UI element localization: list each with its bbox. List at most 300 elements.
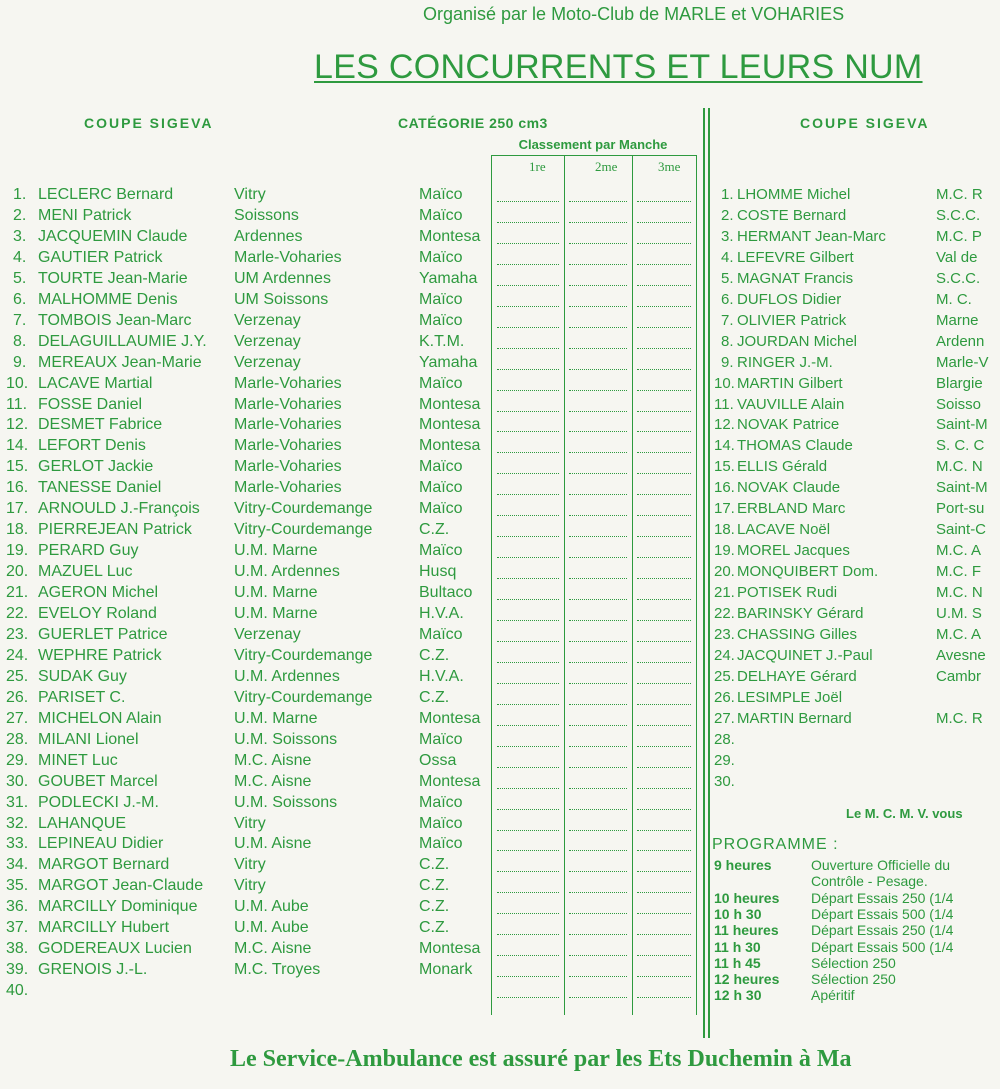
- competitor-motorcycle: Maïco: [419, 835, 463, 853]
- competitor-club: Cambr: [936, 667, 982, 685]
- score-blank-2: [569, 599, 627, 600]
- competitor-name: JACQUINET J.-Paul: [737, 646, 873, 664]
- competitor-club: Vitry: [234, 877, 266, 895]
- score-blank-2: [569, 913, 627, 914]
- competitor-motorcycle: Montesa: [419, 227, 481, 245]
- classement-title: Classement par Manche: [518, 137, 668, 152]
- left-coupe-header: COUPE SIGEVA: [84, 115, 214, 131]
- score-blank-3: [637, 976, 691, 977]
- competitor-club: Marle-Voharies: [234, 374, 342, 392]
- competitor-club: M.C. N: [936, 458, 983, 476]
- score-blank-2: [569, 662, 627, 663]
- column-divider: [703, 108, 705, 1038]
- competitor-name: FOSSE Daniel: [38, 395, 143, 413]
- table-row: [0, 456, 700, 477]
- row-number: 1.: [721, 186, 734, 203]
- manche-2-label: 2me: [595, 159, 618, 174]
- score-blank-3: [637, 788, 691, 789]
- competitor-motorcycle: Maïco: [419, 730, 463, 748]
- row-number: 24.: [6, 646, 29, 664]
- score-blank-1: [497, 515, 559, 516]
- competitor-motorcycle: Maïco: [419, 290, 463, 308]
- score-blank-3: [637, 955, 691, 956]
- programme-item: [714, 922, 1000, 938]
- competitor-motorcycle: Yamaha: [419, 269, 478, 287]
- competitor-club: M.C. F: [936, 563, 981, 581]
- row-number: 16.: [714, 479, 735, 497]
- table-row: [0, 875, 700, 896]
- score-blank-3: [637, 809, 691, 810]
- competitor-motorcycle: Maïco: [419, 458, 463, 476]
- row-number: 29.: [6, 751, 29, 769]
- competitor-club: U.M. Aube: [234, 919, 309, 937]
- table-row: [714, 582, 1000, 603]
- competitor-name: SUDAK Guy: [38, 667, 127, 685]
- row-number: 28.: [714, 730, 735, 748]
- competitor-club: Vitry-Courdemange: [234, 646, 373, 664]
- competitor-name: LESIMPLE Joël: [737, 688, 843, 706]
- competitor-club: Ardenn: [936, 332, 985, 350]
- competitor-motorcycle: C.Z.: [419, 856, 450, 874]
- competitor-name: VAUVILLE Alain: [737, 395, 845, 413]
- competitor-name: WEPHRE Patrick: [38, 646, 162, 664]
- score-blank-3: [637, 306, 691, 307]
- row-number: 33.: [6, 835, 29, 853]
- row-number: 20.: [714, 563, 735, 581]
- row-number: 34.: [6, 856, 29, 874]
- row-number: 21.: [714, 584, 735, 602]
- competitor-name: TOMBOIS Jean-Marc: [38, 311, 192, 329]
- score-blank-2: [569, 788, 627, 789]
- competitor-motorcycle: Montesa: [419, 437, 481, 455]
- competitor-name: MICHELON Alain: [38, 709, 162, 727]
- competitor-club: Vitry: [234, 856, 266, 874]
- score-blank-3: [637, 327, 691, 328]
- competitor-club: Avesne: [936, 646, 986, 664]
- score-blank-2: [569, 243, 627, 244]
- competitor-motorcycle: Bultaco: [419, 584, 473, 602]
- row-number: 4.: [13, 248, 27, 266]
- competitor-club: UM Soissons: [234, 290, 329, 308]
- score-blank-1: [497, 725, 559, 726]
- competitor-name: COSTE Bernard: [737, 206, 847, 224]
- competitor-club: U.M. Marne: [234, 605, 318, 622]
- score-blank-2: [569, 997, 627, 998]
- score-blank-3: [637, 767, 691, 768]
- score-blank-2: [569, 348, 627, 349]
- competitor-name: HERMANT Jean-Marc: [737, 227, 886, 245]
- competitor-name: MEREAUX Jean-Marie: [38, 353, 202, 371]
- row-number: 5.: [13, 269, 27, 287]
- competitor-motorcycle: Maïco: [419, 542, 463, 560]
- score-blank-3: [637, 746, 691, 747]
- competitor-motorcycle: Montesa: [419, 709, 481, 727]
- competitor-club: Verzenay: [234, 625, 301, 643]
- table-row: [714, 205, 1000, 226]
- score-blank-3: [637, 369, 691, 370]
- competitor-motorcycle: C.Z.: [419, 646, 450, 664]
- competitor-motorcycle: Maïco: [419, 625, 463, 643]
- competitor-name: MARTIN Bernard: [737, 709, 852, 727]
- competitor-name: GERLOT Jackie: [38, 458, 154, 476]
- competitor-club: Vitry: [234, 814, 266, 832]
- score-blank-3: [637, 850, 691, 851]
- competitor-motorcycle: Maïco: [419, 374, 463, 392]
- row-number: 25.: [6, 667, 29, 685]
- table-row: [0, 980, 700, 1001]
- table-row: [714, 708, 1000, 729]
- competitor-motorcycle: C.Z.: [419, 898, 450, 916]
- table-row: [0, 666, 700, 687]
- table-row: [0, 289, 700, 310]
- page-title: LES CONCURRENTS ET LEURS NUM: [314, 48, 923, 86]
- score-blank-1: [497, 704, 559, 705]
- score-blank-2: [569, 285, 627, 286]
- table-row: [714, 687, 1000, 708]
- competitor-motorcycle: Maïco: [419, 500, 463, 518]
- competitor-club: U.M. Marne: [234, 709, 318, 727]
- row-number: 3.: [13, 227, 27, 245]
- score-blank-1: [497, 264, 559, 265]
- score-blank-3: [637, 662, 691, 663]
- competitor-name: GOUBET Marcel: [38, 772, 158, 790]
- score-blank-1: [497, 913, 559, 914]
- competitor-club: Marle-Voharies: [234, 458, 342, 476]
- row-number: 6.: [721, 290, 734, 308]
- score-blank-2: [569, 767, 627, 768]
- score-blank-1: [497, 997, 559, 998]
- score-blank-2: [569, 264, 627, 265]
- row-number: 26.: [6, 688, 29, 706]
- score-blank-2: [569, 934, 627, 935]
- row-number: 12.: [714, 416, 735, 434]
- competitor-club: U.M. Aisne: [234, 835, 312, 853]
- table-row: [0, 268, 700, 289]
- competitor-motorcycle: Husq: [419, 563, 457, 581]
- competitor-name: TOURTE Jean-Marie: [38, 269, 188, 287]
- row-number: 11.: [6, 395, 28, 413]
- score-blank-3: [637, 536, 691, 537]
- programme-item: [714, 906, 1000, 922]
- programme-time: 12 heures: [714, 971, 780, 988]
- row-number: 32.: [6, 814, 29, 832]
- row-number: 3.: [721, 227, 734, 245]
- competitor-motorcycle: Ossa: [419, 751, 457, 769]
- score-blank-2: [569, 431, 627, 432]
- row-number: 2.: [721, 206, 734, 224]
- competitor-motorcycle: Maïco: [419, 479, 463, 497]
- competitor-name: MENI Patrick: [38, 206, 132, 224]
- score-blank-2: [569, 830, 627, 831]
- table-row: [714, 477, 1000, 498]
- competitor-name: ARNOULD J.-François: [38, 500, 200, 518]
- score-blank-1: [497, 411, 559, 412]
- row-number: 15.: [6, 458, 29, 476]
- row-number: 18.: [714, 521, 735, 539]
- programme-item: [714, 939, 1000, 955]
- row-number: 14.: [6, 437, 29, 455]
- competitor-club: Ardennes: [234, 227, 303, 245]
- row-number: 14.: [714, 437, 735, 455]
- table-row: [0, 771, 700, 792]
- competitor-club: Marle-Voharies: [234, 416, 342, 434]
- competitor-name: MAZUEL Luc: [38, 563, 133, 581]
- score-blank-2: [569, 515, 627, 516]
- row-number: 17.: [6, 500, 29, 518]
- score-blank-1: [497, 767, 559, 768]
- score-blank-3: [637, 411, 691, 412]
- score-blank-1: [497, 390, 559, 391]
- competitor-club: M.C. Aisne: [234, 751, 312, 769]
- programme-time: 11 h 30: [714, 938, 761, 955]
- row-number: 25.: [714, 667, 735, 685]
- competitor-name: LAHANQUE: [38, 814, 127, 832]
- competitor-club: M.C. P: [936, 227, 982, 245]
- table-row: [0, 519, 700, 540]
- competitor-name: MARGOT Jean-Claude: [38, 877, 204, 895]
- organiser-line: Organisé par le Moto-Club de MARLE et VOHARIES: [423, 4, 845, 24]
- table-row: [714, 540, 1000, 561]
- competitor-club: U.M. Soissons: [234, 793, 338, 811]
- competitor-club: Saint-C: [936, 521, 987, 539]
- score-blank-3: [637, 997, 691, 998]
- table-row: [714, 352, 1000, 373]
- score-blank-1: [497, 641, 559, 642]
- row-number: 8.: [13, 332, 27, 350]
- competitor-club: U.M. Marne: [234, 542, 318, 560]
- table-row: [714, 226, 1000, 247]
- competitor-club: Soisso: [936, 395, 982, 413]
- row-number: 1.: [13, 186, 27, 203]
- competitor-name: AGERON Michel: [38, 584, 159, 602]
- row-number: 19.: [6, 542, 29, 560]
- row-number: 38.: [6, 940, 29, 958]
- row-number: 27.: [6, 709, 29, 727]
- competitor-club: M.C. R: [936, 186, 983, 203]
- table-row: [0, 896, 700, 917]
- competitor-name: NOVAK Claude: [737, 479, 841, 497]
- row-number: 9.: [721, 353, 734, 371]
- competitor-name: DELHAYE Gérard: [737, 667, 857, 685]
- score-blank-3: [637, 620, 691, 621]
- competitor-name: MONQUIBERT Dom.: [737, 563, 879, 581]
- score-blank-3: [637, 934, 691, 935]
- programme-time: 9 heures: [714, 857, 772, 873]
- score-blank-1: [497, 536, 559, 537]
- competitor-motorcycle: Maïco: [419, 248, 463, 266]
- competitor-name: CHASSING Gilles: [737, 625, 858, 643]
- score-blank-2: [569, 473, 627, 474]
- score-blank-1: [497, 599, 559, 600]
- table-row: [714, 519, 1000, 540]
- score-blank-3: [637, 599, 691, 600]
- row-number: 19.: [714, 542, 735, 560]
- competitor-name: MARCILLY Hubert: [38, 919, 170, 937]
- programme-item: [714, 987, 1000, 1003]
- competitor-motorcycle: Montesa: [419, 940, 481, 958]
- competitor-name: NOVAK Patrice: [737, 416, 840, 434]
- score-blank-2: [569, 369, 627, 370]
- competitor-club: Vitry: [234, 186, 266, 203]
- score-blank-2: [569, 390, 627, 391]
- competitor-club: Vitry-Courdemange: [234, 500, 373, 518]
- score-blank-2: [569, 620, 627, 621]
- row-number: 16.: [6, 479, 29, 497]
- competitor-club: M.C. Aisne: [234, 940, 312, 958]
- competitor-motorcycle: Maïco: [419, 793, 463, 811]
- score-blank-3: [637, 431, 691, 432]
- row-number: 10.: [714, 374, 735, 392]
- competitor-name: GUERLET Patrice: [38, 625, 168, 643]
- table-row: [0, 959, 700, 980]
- programme-description: Départ Essais 250 (1/4: [811, 922, 954, 939]
- score-blank-1: [497, 620, 559, 621]
- competitor-name: MARCILLY Dominique: [38, 898, 198, 916]
- score-blank-1: [497, 850, 559, 851]
- table-row: [0, 352, 700, 373]
- competitor-name: JACQUEMIN Claude: [38, 227, 188, 245]
- competitor-name: MALHOMME Denis: [38, 290, 178, 308]
- competitor-name: LHOMME Michel: [737, 186, 851, 203]
- competitor-club: Marle-Voharies: [234, 248, 342, 266]
- table-row: [714, 331, 1000, 352]
- row-number: 17.: [714, 500, 735, 518]
- table-row: [0, 917, 700, 938]
- table-row: [714, 435, 1000, 456]
- table-row: [714, 624, 1000, 645]
- competitor-motorcycle: C.Z.: [419, 521, 450, 539]
- row-number: 30.: [714, 772, 735, 790]
- competitor-motorcycle: Montesa: [419, 416, 481, 434]
- table-row: [714, 310, 1000, 331]
- score-blank-3: [637, 222, 691, 223]
- table-row: [0, 331, 700, 352]
- score-blank-1: [497, 788, 559, 789]
- competitor-motorcycle: Maïco: [419, 814, 463, 832]
- score-blank-3: [637, 725, 691, 726]
- competitor-club: S.C.C.: [936, 269, 981, 287]
- right-coupe-header: COUPE SIGEVA: [800, 115, 930, 131]
- row-number: 36.: [6, 898, 29, 916]
- row-number: 4.: [721, 248, 734, 266]
- competitor-name: TANESSE Daniel: [38, 479, 162, 497]
- table-row: [0, 833, 700, 854]
- competitor-name: MILANI Lionel: [38, 730, 139, 748]
- table-row: [714, 414, 1000, 435]
- score-blank-1: [497, 348, 559, 349]
- score-blank-1: [497, 431, 559, 432]
- row-number: 11.: [714, 395, 734, 413]
- table-row: [714, 561, 1000, 582]
- score-blank-1: [497, 369, 559, 370]
- competitor-club: M.C. N: [936, 584, 983, 602]
- competitor-club: Val de: [936, 248, 978, 266]
- table-row: [0, 813, 700, 834]
- competitor-name: PODLECKI J.-M.: [38, 793, 159, 811]
- score-blank-3: [637, 641, 691, 642]
- score-blank-2: [569, 641, 627, 642]
- competitor-name: OLIVIER Patrick: [737, 311, 847, 329]
- competitor-name: ELLIS Gérald: [737, 458, 828, 476]
- score-blank-1: [497, 578, 559, 579]
- programme-item: [714, 890, 1000, 906]
- competitor-name: THOMAS Claude: [737, 437, 853, 455]
- programme-item: [714, 857, 1000, 873]
- competitor-name: GAUTIER Patrick: [38, 248, 163, 266]
- competitor-club: Soissons: [234, 206, 299, 224]
- competitor-name: PIERREJEAN Patrick: [38, 521, 192, 539]
- competitor-name: JOURDAN Michel: [737, 332, 858, 350]
- table-row: [0, 750, 700, 771]
- competitor-name: DESMET Fabrice: [38, 416, 163, 434]
- row-number: 22.: [6, 605, 29, 622]
- table-row: [714, 394, 1000, 415]
- score-blank-3: [637, 243, 691, 244]
- score-blank-2: [569, 452, 627, 453]
- score-blank-3: [637, 515, 691, 516]
- table-row: [0, 708, 700, 729]
- competitor-club: M.C. Aisne: [234, 772, 312, 790]
- manche-3-label: 3me: [658, 159, 681, 174]
- competitor-club: Blargie: [936, 374, 983, 392]
- row-number: 7.: [721, 311, 734, 329]
- score-blank-2: [569, 704, 627, 705]
- table-row: [0, 226, 700, 247]
- competitor-motorcycle: Monark: [419, 961, 473, 979]
- table-row: [714, 289, 1000, 310]
- competitor-club: Marne: [936, 311, 979, 329]
- row-number: 23.: [6, 625, 29, 643]
- row-number: 5.: [721, 269, 734, 287]
- table-row: [714, 498, 1000, 519]
- table-row: [0, 603, 700, 624]
- competitor-name: GRENOIS J.-L.: [38, 961, 148, 979]
- score-blank-1: [497, 683, 559, 684]
- competitor-name: MINET Luc: [38, 751, 118, 769]
- competitor-motorcycle: Maïco: [419, 206, 463, 224]
- row-number: 9.: [13, 353, 27, 371]
- score-blank-1: [497, 473, 559, 474]
- competitor-club: U.M. S: [936, 605, 982, 622]
- programme-time: 10 heures: [714, 889, 780, 906]
- score-blank-3: [637, 494, 691, 495]
- score-blank-3: [637, 264, 691, 265]
- table-row: [0, 394, 700, 415]
- programme-time: 11 h 45: [714, 954, 761, 971]
- table-row: [0, 435, 700, 456]
- table-row: [0, 938, 700, 959]
- competitor-club: Marle-Voharies: [234, 437, 342, 455]
- competitor-name: DUFLOS Didier: [737, 290, 842, 308]
- score-blank-3: [637, 683, 691, 684]
- programme-time: 12 h 30: [714, 987, 762, 1004]
- table-row: [0, 310, 700, 331]
- score-blank-1: [497, 285, 559, 286]
- competitor-motorcycle: C.Z.: [419, 919, 450, 937]
- table-row: [0, 561, 700, 582]
- score-blank-2: [569, 222, 627, 223]
- table-row: [714, 645, 1000, 666]
- club-slogan: Le M. C. M. V. vous: [846, 806, 963, 821]
- competitor-club: S.C.C.: [936, 206, 981, 224]
- competitor-club: M.C. A: [936, 625, 982, 643]
- competitor-name: LACAVE Noël: [737, 521, 831, 539]
- score-blank-2: [569, 411, 627, 412]
- table-row: [0, 582, 700, 603]
- programme-title: PROGRAMME :: [712, 836, 839, 853]
- table-row: [714, 373, 1000, 394]
- table-row: [714, 456, 1000, 477]
